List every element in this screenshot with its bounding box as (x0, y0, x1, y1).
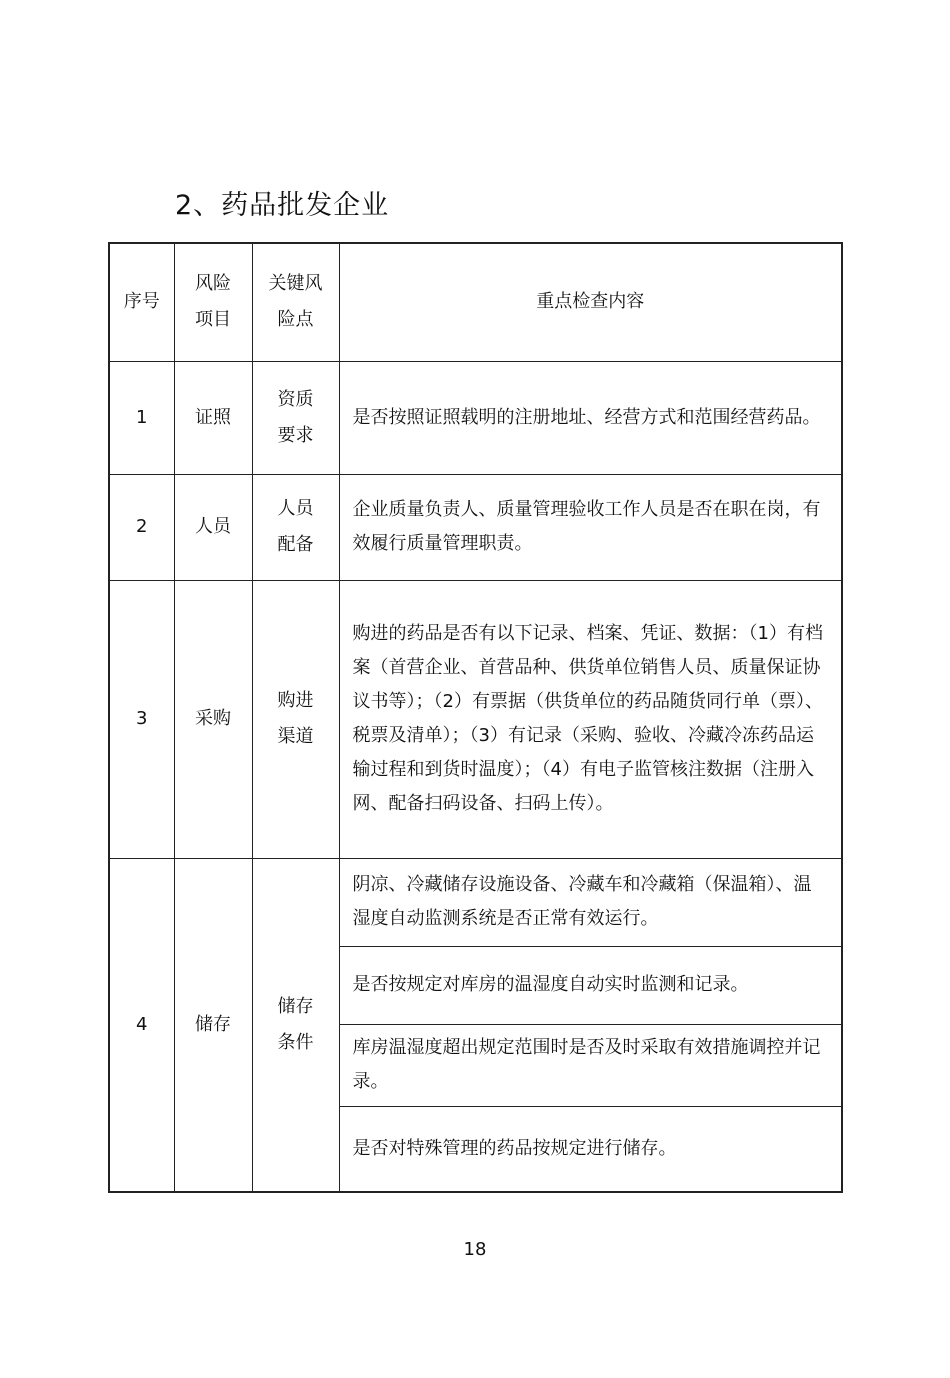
row-key-point: 储存条件 (252, 858, 339, 1192)
table-row (109, 474, 842, 580)
row-content: 阴凉、冷藏储存设施设备、冷藏车和冷藏箱（保温箱）、温湿度自动监测系统是否正常有效运行。 (339, 858, 842, 946)
row-content: 是否按照证照载明的注册地址、经营方式和范围经营药品。 (339, 361, 842, 474)
risk-inspection-table (108, 242, 843, 1193)
row-content: 企业质量负责人、质量管理验收工作人员是否在职在岗，有效履行质量管理职责。 (339, 474, 842, 580)
row-content: 是否对特殊管理的药品按规定进行储存。 (339, 1106, 842, 1192)
row-content: 库房温湿度超出规定范围时是否及时采取有效措施调控并记录。 (339, 1024, 842, 1106)
row-content: 是否按规定对库房的温湿度自动实时监测和记录。 (339, 946, 842, 1024)
row-seq: 2 (109, 474, 174, 580)
header-key-point: 关键风险点 (252, 243, 339, 361)
row-risk-item: 人员 (174, 474, 252, 580)
section-title: 2、药品批发企业 (175, 190, 390, 221)
table-row (109, 580, 842, 858)
row-key-point: 资质要求 (252, 361, 339, 474)
row-risk-item: 储存 (174, 858, 252, 1192)
row-key-point: 购进渠道 (252, 580, 339, 858)
page-number: 18 (463, 1239, 487, 1260)
table-header-row (109, 243, 842, 361)
table-row (109, 858, 842, 946)
row-risk-item: 证照 (174, 361, 252, 474)
header-risk-item: 风险项目 (174, 243, 252, 361)
table-row (109, 361, 842, 474)
row-seq: 3 (109, 580, 174, 858)
row-risk-item: 采购 (174, 580, 252, 858)
header-content: 重点检查内容 (339, 243, 842, 361)
row-seq: 1 (109, 361, 174, 474)
header-seq: 序号 (109, 243, 174, 361)
row-content: 购进的药品是否有以下记录、档案、凭证、数据：（1）有档案（首营企业、首营品种、供货单位销售人员、质量保证协议书等）；（2）有票据（供货单位的药品随货同行单（票）、税票及清单）；（3）有记录（采购、验收、冷藏冷冻药品运输过程和到货时温度）；（4）有电子监管核注数据（注册入网、配备扫码设备、扫码上传）。 (339, 580, 842, 858)
row-key-point: 人员配备 (252, 474, 339, 580)
row-seq: 4 (109, 858, 174, 1192)
